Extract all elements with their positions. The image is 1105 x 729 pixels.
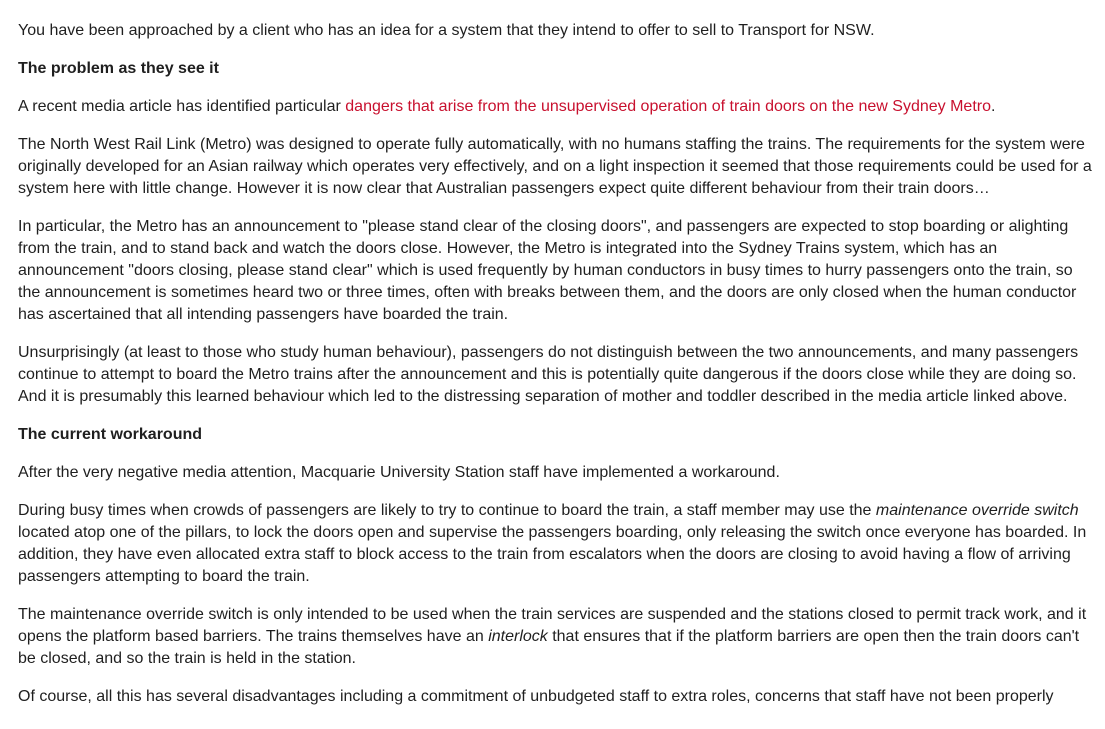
problem-paragraph-1-prefix: A recent media article has identified particular [18,98,346,115]
problem-heading: The problem as they see it [18,60,219,77]
workaround-paragraph-2 [18,500,1093,588]
workaround-heading: The current workaround [18,426,203,443]
problem-paragraph-1-suffix: . [990,98,996,115]
workaround-paragraph-3-prefix: The maintenance override switch is only intended to be used when the train services are suspended and the stations closed to permit track work, and it opens the platform based barriers. The trains themselves have an [18,606,1087,645]
interlock-term: interlock [488,628,548,645]
workaround-paragraph-4: Of course, all this has several disadvantages including a commitment of unbudgeted staff to extra roles, concerns that staff have not been properly [18,688,1054,705]
problem-paragraph-3: In particular, the Metro has an announcement to "please stand clear of the closing doors", and passengers are expected to stop boarding or alighting from the train, and to stand back and watch the doors close. However, the Metro is integrated into the Sydney Trains system, which has an announcement "doors closing, please stand clear" which is used frequently by human conductors in busy times to hurry passengers onto the train, so the announcement is sometimes heard two or three times, often with breaks between them, and the doors are only closed when the human conductor has ascertained that all intending passengers have boarded the train. [18,218,1077,323]
workaround-paragraph-2-suffix: located atop one of the pillars, to lock the doors open and supervise the passengers boarding, only releasing the switch once everyone has boarded. In addition, they have even allocated extra staff to block access to the train from escalators when the doors are closing to avoid having a flow of arriving passengers attempting to board the train. [18,524,1087,585]
problem-paragraph-4: Unsurprisingly (at least to those who study human behaviour), passengers do not distinguish between the two announcements, and many passengers continue to attempt to board the Metro trains after the announcement and this is potentially quite dangerous if the doors close while they are doing so. And it is presumably this learned behaviour which led to the distressing separation of mother and toddler described in the media article linked above. [18,344,1079,405]
workaround-paragraph-2-prefix: During busy times when crowds of passengers are likely to try to continue to board the train, a staff member may use the [18,502,876,519]
workaround-paragraph-3 [18,604,1093,670]
workaround-paragraph-1: After the very negative media attention, Macquarie University Station staff have implemented a workaround. [18,464,780,481]
problem-paragraph-2: The North West Rail Link (Metro) was designed to operate fully automatically, with no humans staffing the trains. The requirements for the system were originally developed for an Asian railway which operates very effectively, and on a light inspection it seemed that those requirements could be used for a system here with little change. However it is now clear that Australian passengers expect quite different behaviour from their train doors… [18,136,1092,197]
media-article-link[interactable]: dangers that arise from the unsupervised operation of train doors on the new Sydney Metro [345,98,991,115]
maintenance-override-switch-term: maintenance override switch [875,502,1079,519]
workaround-paragraph-3-suffix: that ensures that if the platform barriers are open then the train doors can't be closed, and so the train is held in the station. [18,628,1080,667]
problem-paragraph-1 [18,96,1093,118]
intro-paragraph: You have been approached by a client who has an idea for a system that they intend to offer to sell to Transport for NSW. [18,22,875,39]
